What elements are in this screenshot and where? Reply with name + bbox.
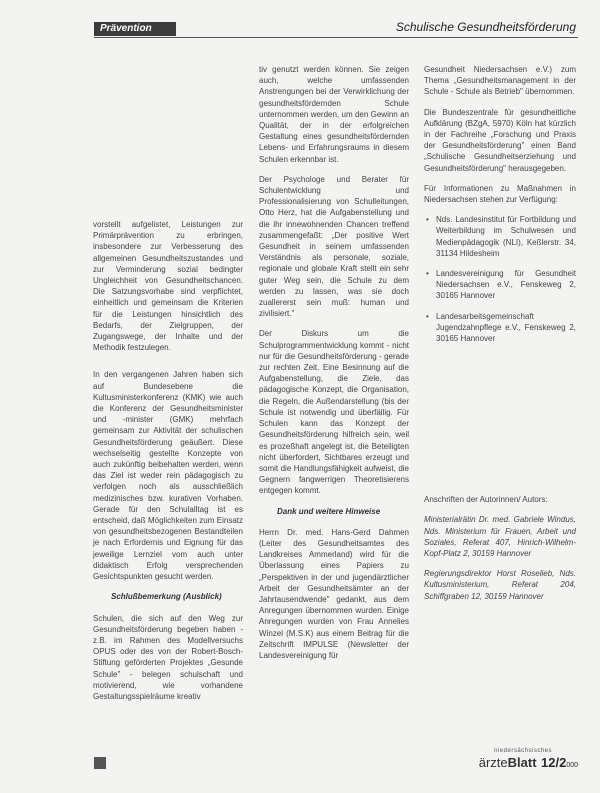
list-item: • Landesvereinigung für Gesundheit Niedersachsen e.V., Fenskeweg 2, 30165 Hannover — [424, 268, 576, 302]
paragraph: Der Psychologe und Berater für Schulentwicklung und Professionalisierung von Schulleitungen, Otto Herz, hat die Aufgabenstellung und die ihr innewohnenden Chancen treffend zusammengefaßt: „Der positive Wert Gesundheit in seinem umfassenden Verständnis als personale, soziale, regionale und globale Kraft stellt ein sehr guter Weg sein, die Schule zu dem werden zu lassen, was sie doch zuallererst sein muß: human und zivilisiert." — [259, 174, 409, 319]
paragraph: vorstellt aufgelistet, Leistungen zur Primärprävention zu erbringen, insbesondere zur Verbesserung des allgemeinen Gesundheitszustandes und zur Verminderung sozial bedingter Ungleichheit von Gesundheitschancen. Die Satzungsvorhabe sind verpflichtet, einheitlich und gemeinsam die Kriterien für die Leistungen hinsichtlich des Bedarfs, der Zielgruppen, der Zugangswege, der Inhalte und der Methodik festzulegen. — [93, 220, 243, 353]
paragraph: Herrn Dr. med. Hans-Gerd Dahmen (Leiter des Gesundheitsamtes des Landkreises Ammerland) wird für die Überlassung eines Papiers zu „Perspektiven in der und jugendärztlicher Arbeit der Gesundheitsämter an der Jahrtausendwende" gedankt, aus dem Anregungen übernommen wurden. Einige Anregungen wurden von Frau Annelies Winzel (M.S.K) aus einem Beitrag für die Zeitschrift IMPULSE (Newsletter der Landesvereinigung für — [259, 527, 409, 660]
paragraph: In den vergangenen Jahren haben sich auf Bundesebene die Kultusministerkonferenz (KMK) wie auch die Konferenz der Gesundheitsminister und -minister (GMK) mehrfach gemeinsam zur Aktivität der schulischen Gesundheitsförderung geäußert. Diese wechselseitig gestellte Konzepte von auch zukünftig beibehalten werden, wenn das Ziel ist weder rein pädagogisch zu verfolgen noch als ausschließlich medizinisches bzw. kurativen Vorhaben. Gerade für den Schulalltag ist es entscheid, daß Möglichkeiten zum Einsatz von gesundheitsbezogenen Bestandteilen je nach Erfordernis und Eignung für das jeweilige Lernziel vom auch unter didaktisch Erfolg versprechenden Gesichtspunkten gesucht werden. — [93, 370, 243, 582]
contact-list — [424, 214, 576, 344]
address-label: Anschriften der Autorinnen/ Autors: — [424, 495, 548, 505]
column-2 — [259, 64, 409, 670]
issue-number: 12/2 — [541, 755, 567, 770]
paragraph: tiv genutzt werden können. Sie zeigen auch, welche umfassenden Anstrengungen bei der Verwirklichung der gesundheitsfördernden Schule unternommen werden, um den Gewinn an Qualität, der in der erfolgreichen Gestaltung eines gesundheitsfördernden Lebens- und Erfahrungsraums in diesem Schulen erkennbar ist. — [259, 65, 409, 164]
paragraph: Der Diskurs um die Schulprogrammentwicklung kommt - nicht nur für die Gesundheitsförderung - gerade zur rechten Zeit. Eine Besinnung auf die Aufgabenstellung, die Ziele, das pädagogische Konzept, die Organisation, die Regeln, die Außendarstellung (bis der Schule ist notwendig und überfällig. Für Schulen kann das Konzept der Gesundheitsförderung hilfreich sein, weil es prozeßhaft angelegt ist, die Beteiligten nicht überfordert, Sichtbares erzeugt und somit die Handlungsfähigkeit aufweist, die Gegnern fangwerrigen Theoretisierens entgegen kommt. — [259, 329, 409, 496]
list-item: • Nds. Landesinstitut für Fortbildung und Weiterbildung im Schulwesen und Medienpädagogik (NLI), Keßlerstr. 34, 31134 Hildesheim — [424, 214, 576, 259]
list-item: • Landesarbeitsgemeinschaft Jugendzahnpflege e.V., Fenskeweg 2, 30165 Hannover — [424, 311, 576, 345]
page-marker — [94, 757, 106, 769]
paragraph: Gesundheit Niedersachsen e.V.) zum Thema „Gesundheitsmanagement in der Schule - Schule als Betrieb" übernommen. — [424, 65, 576, 97]
subheading: Dank und weitere Hinweise — [277, 506, 381, 516]
author-address: Regierungsdirektor Horst Roselieb, Nds. Kultusministerium, Referat 204, Schiffgraben 12, 30159 Hannover — [424, 569, 576, 601]
journal-logo: ärzteBlatt — [478, 755, 537, 770]
paragraph: Für Informationen zu Maßnahmen in Niedersachsen stehen zur Verfügung: — [424, 183, 576, 205]
publisher-label: niedersächsisches — [494, 748, 552, 754]
subheading: Schlußbemerkung (Ausblick) — [111, 592, 222, 602]
author-address: Ministerialrätin Dr. med. Gabriele Windus, Nds. Ministerium für Frauen, Arbeit und Soziales, Referat 407, Hinrich-Wilhelm-Kopf-Platz 2, 30159 Hannover — [424, 515, 576, 559]
header-rule — [94, 37, 578, 38]
column-3 — [424, 64, 576, 611]
issue-year: 000 — [566, 762, 578, 769]
paragraph: Die Bundeszentrale für gesundheitliche Aufklärung (BZgA, 5970) Köln hat kürzlich in der Fachreihe „Forschung und Praxis der Gesundheitsförderung" einen Band „Schulische Gesundheitserziehung und Gesundheitsförderung" herausgegeben. — [424, 107, 576, 173]
journal-footer — [479, 748, 578, 772]
section-tag: Prävention — [94, 22, 176, 36]
column-1 — [93, 219, 243, 711]
running-title: Schulische Gesundheitsförderung — [395, 20, 576, 34]
paragraph: Schulen, die sich auf den Weg zur Gesundheitsförderung begeben haben - z.B. im Rahmen des Modellversuchs OPUS oder des von der Robert-Bosch-Stiftung geförderten Projektes „Gesunde Schule" - belegen schulschaft und motivierend, wie vorhandene Gestaltungsspielräume kreativ — [93, 613, 243, 701]
